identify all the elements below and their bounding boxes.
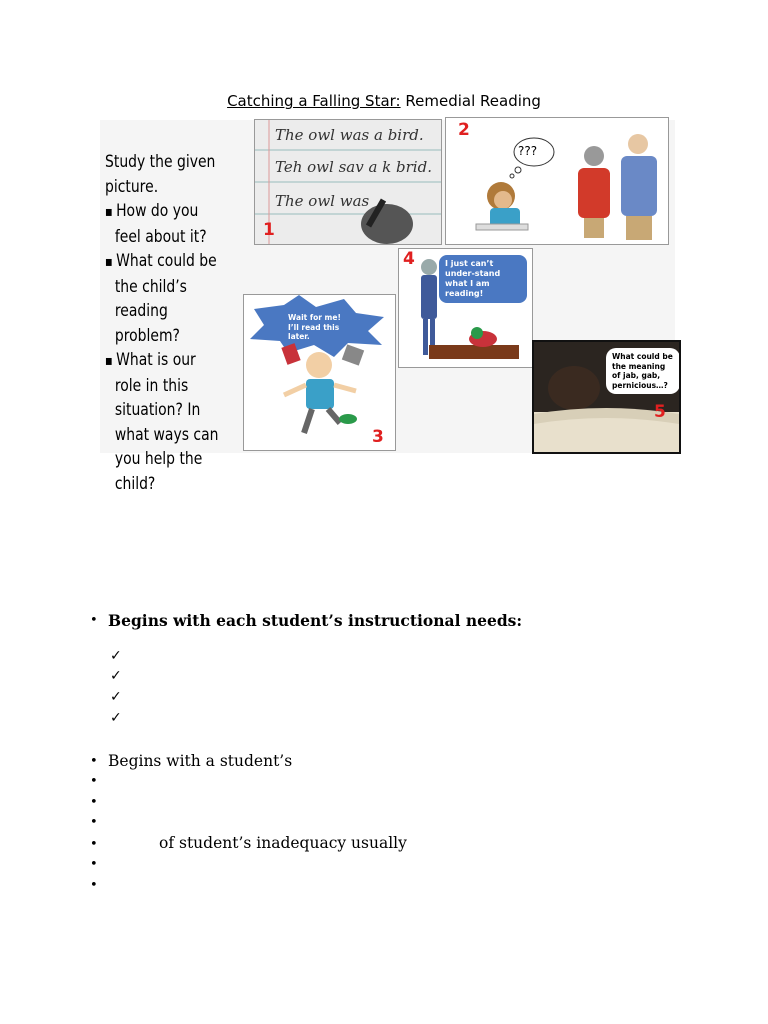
study-question: ▪ What could be the child’s reading problem? <box>105 249 220 348</box>
bullet: • <box>90 857 98 872</box>
study-prompt <box>105 150 220 496</box>
study-question: ▪ How do you feel about it? <box>105 199 220 249</box>
speech-bubble: Wait for me! I’ll read this later. <box>288 313 341 341</box>
panel-4-confused-reader <box>398 248 533 368</box>
title-main: Remedial Reading <box>405 92 541 110</box>
panel-2-illustration <box>446 118 668 244</box>
study-question: ▪ What is our role in this situation? In what ways can you help the child? <box>105 348 220 496</box>
panel-number: 5 <box>654 402 666 422</box>
handwriting-line: Teh owl sav a k brid. <box>275 158 432 176</box>
panel-3-distracted-boy <box>243 294 396 451</box>
bullet: • <box>90 774 98 789</box>
section-1-heading: Begins with each student’s instructional needs: <box>108 611 523 630</box>
panel-number: 1 <box>263 220 275 240</box>
panel-number: 3 <box>372 427 384 447</box>
study-heading: Study the given picture. <box>105 152 216 197</box>
checkmark: ✓ <box>110 689 122 705</box>
checkmark: ✓ <box>110 648 122 664</box>
bullet: • <box>90 815 98 830</box>
bullet: • <box>90 613 98 628</box>
handwriting-line: The owl was <box>275 192 370 210</box>
panel-1-handwriting <box>254 119 442 245</box>
bullet: • <box>90 837 98 852</box>
bullet: • <box>90 878 98 893</box>
section-2-line: Begins with a student’s <box>108 752 293 770</box>
checkmark: ✓ <box>110 710 122 726</box>
study-question-list <box>105 199 220 496</box>
speech-bubble: What could be the meaning of jab, gab, pernicious…? <box>606 348 680 394</box>
page-title <box>0 92 768 110</box>
title-prefix: Catching a Falling Star: <box>227 92 401 110</box>
thought-bubble-text: ??? <box>518 144 538 158</box>
bullet: • <box>90 795 98 810</box>
panel-5-sleeping-student <box>532 340 681 454</box>
panel-2-adults-child <box>445 117 669 245</box>
checkmark: ✓ <box>110 668 122 684</box>
bullet: • <box>90 754 98 769</box>
handwriting-line: The owl was a bird. <box>275 126 424 144</box>
section-2-line: of student’s inadequacy usually <box>159 834 407 852</box>
panel-number: 2 <box>458 120 470 140</box>
speech-bubble: I just can’t under-stand what I am reading! <box>439 255 527 303</box>
panel-number: 4 <box>403 249 415 269</box>
